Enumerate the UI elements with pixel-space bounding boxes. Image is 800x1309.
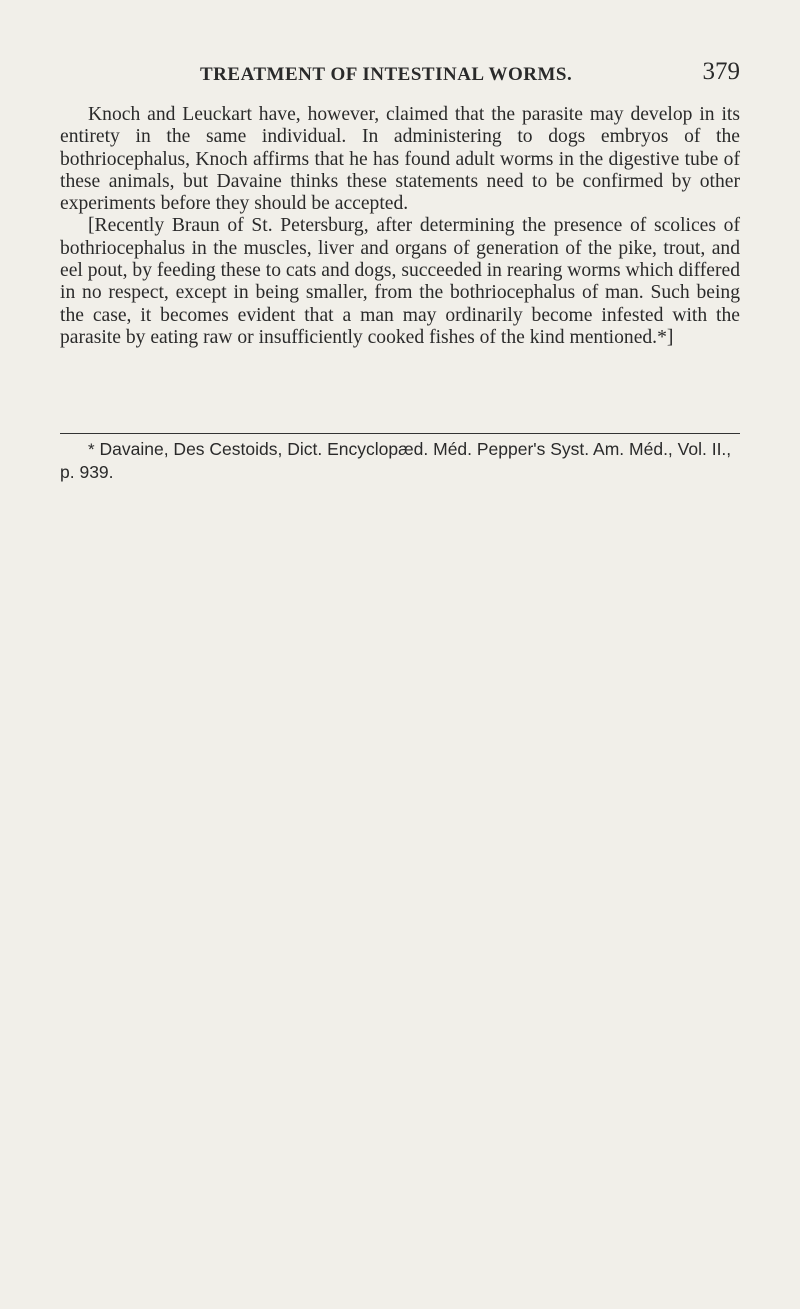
page-header [60, 58, 740, 98]
body-text [60, 104, 740, 349]
page-number: 379 [702, 58, 740, 85]
running-title: TREATMENT OF INTESTINAL WORMS. [200, 64, 573, 85]
footnote-divider [60, 433, 740, 434]
paragraph-2: [Recently Braun of St. Petersburg, after determining the presence of scolices of bothriocephalus in the muscles, liver and organs of generation of the pike, trout, and eel pout, by feeding these to cats and dogs, succeeded in rearing worms which differed in no respect, except in being smaller, from the bothriocephalus of man. Such being the case, it becomes evident that a man may ordinarily become infested with the parasite by eating raw or insufficiently cooked fishes of the kind mentioned.*] [60, 215, 740, 348]
footnote [60, 438, 740, 483]
footnote-mark: * [88, 440, 95, 459]
paragraph-1: Knoch and Leuckart have, however, claimed that the parasite may develop in its entirety in the same individual. In administering to dogs embryos of the bothriocephalus, Knoch affirms that he has found adult worms in the digestive tube of these animals, but Davaine thinks these statements need to be confirmed by other experiments before they should be accepted. [60, 104, 740, 215]
footnote-text: Davaine, Des Cestoids, Dict. Encyclopæd. Méd. Pepper's Syst. Am. Méd., Vol. II., p. 939. [60, 439, 732, 482]
